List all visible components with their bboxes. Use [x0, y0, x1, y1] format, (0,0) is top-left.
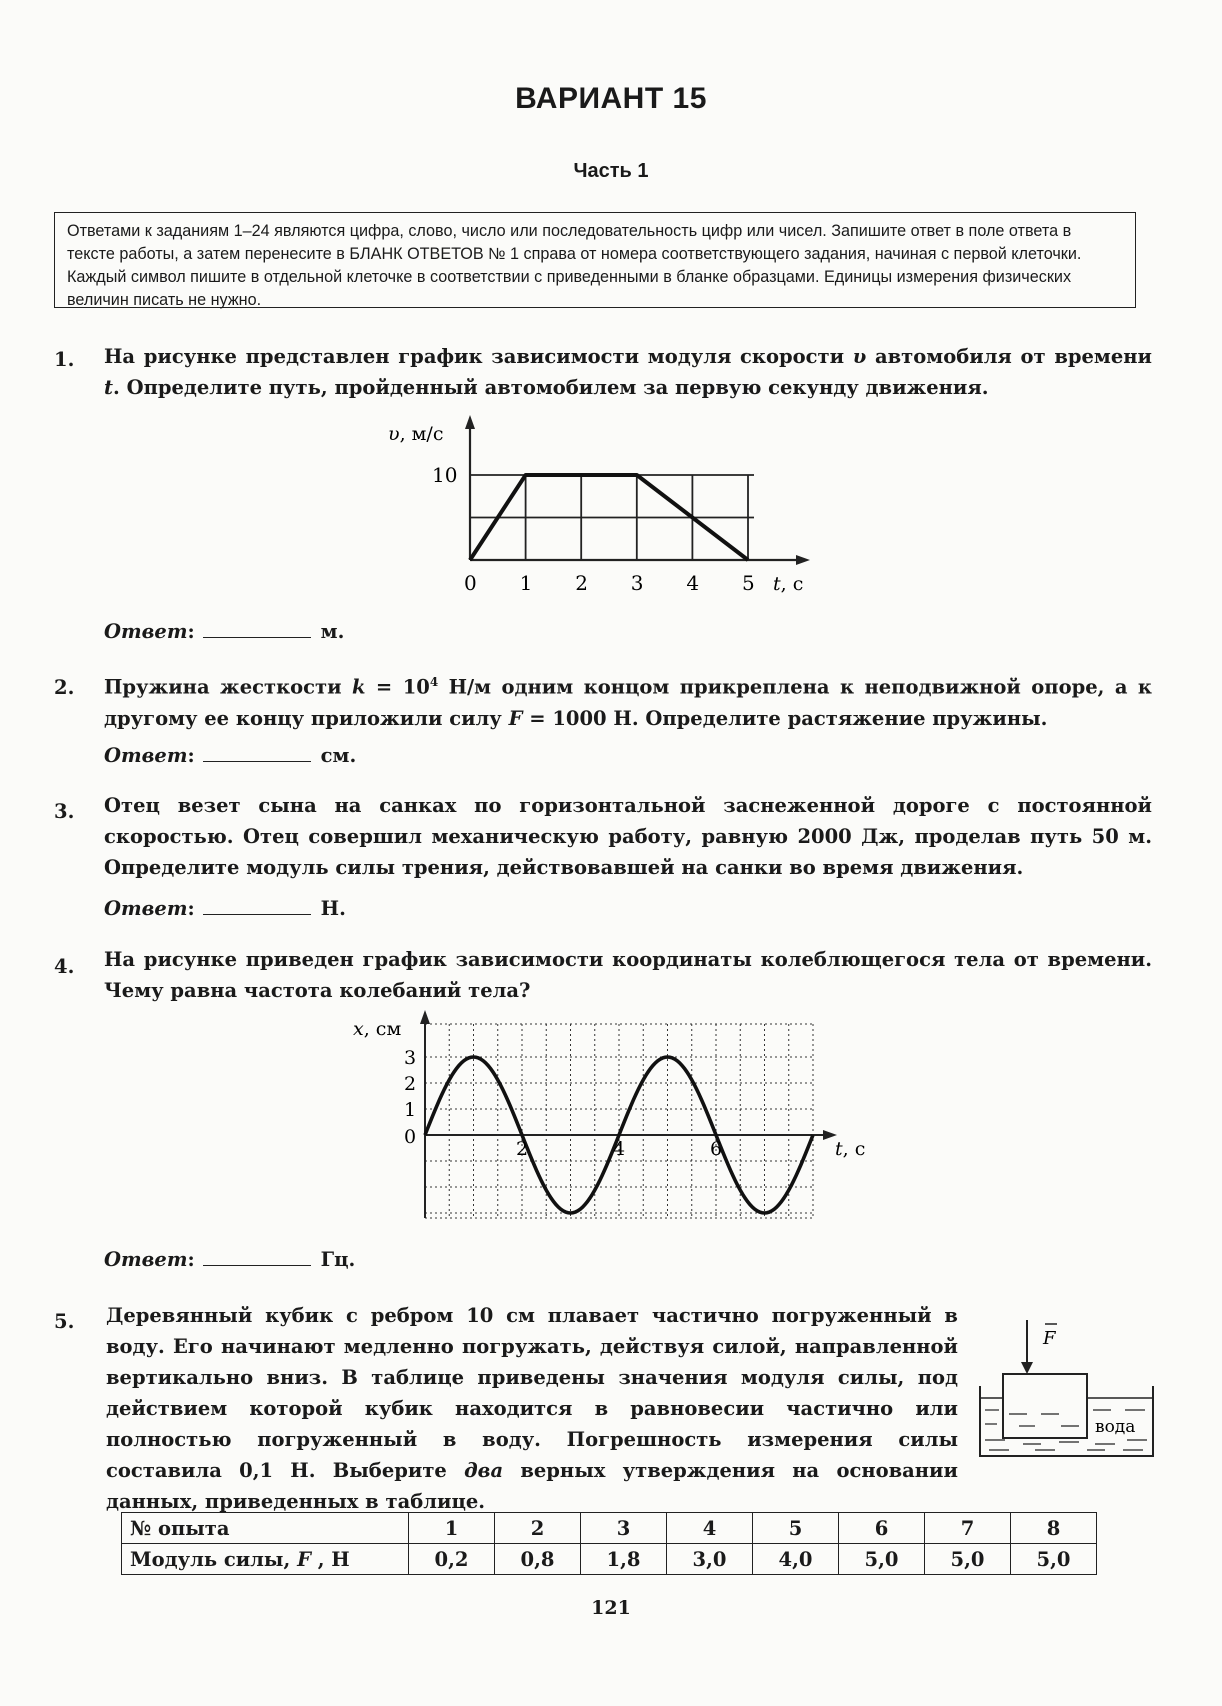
table-cell: 5,0 [839, 1544, 925, 1575]
x-axis-arrow [796, 555, 810, 565]
task-4-text: На рисунке приведен график зависимости координаты колеблющегося тела от времени. Чему равна частота колебаний тела? [104, 948, 1152, 1002]
oscillation-chart [345, 1010, 865, 1230]
task-2-answer: Ответ: см. [104, 744, 357, 767]
table-cell: 8 [1011, 1513, 1097, 1544]
task-1-answer: Ответ: м. [104, 620, 345, 643]
task-2-text: Пружина жесткости $k = 10^4$ Н/м одним концом прикреплена к неподвижной опоре, а к другому ее концу приложили силу F = 1000 Н. Определите растяжение пружины. [104, 675, 1152, 730]
x-axis-label: t, с [835, 1138, 865, 1160]
part-title: Часть 1 [573, 160, 649, 182]
instructions-text: Ответами к заданиям 1–24 являются цифра, слово, число или последовательность цифр или чисел. Запишите ответ в поле ответа в тексте работы, а затем перенесите в БЛАНК ОТВЕТОВ № 1 справа от номера соответствующего задания, начиная с первой клеточки. Каждый символ пишите в отдельной клеточке в соответствии с приведенными в бланке образцами. Единицы измерения физических величин писать не нужно. [67, 222, 1082, 309]
task-5-number: 5. [54, 1310, 75, 1333]
table-cell: 7 [925, 1513, 1011, 1544]
water-label: вода [1095, 1417, 1136, 1437]
table-cell: 4 [667, 1513, 753, 1544]
x-axis-label: t, с [773, 573, 804, 595]
y-tick-label: 0 [404, 1126, 417, 1148]
y-tick-label: 3 [404, 1047, 417, 1069]
task-2-answer-field[interactable] [203, 761, 311, 762]
y-tick-label: 1 [404, 1099, 417, 1121]
y-tick-label: 2 [404, 1073, 417, 1095]
table-cell: 3 [581, 1513, 667, 1544]
page-number: 121 [591, 1597, 631, 1619]
x-tick-label: 3 [630, 571, 644, 595]
table-cell: 0,8 [495, 1544, 581, 1575]
task-3-answer: Ответ: Н. [104, 897, 346, 920]
task-4-answer-field[interactable] [203, 1265, 311, 1266]
y-axis-arrow [465, 415, 475, 429]
force-label: F [1043, 1328, 1056, 1349]
task-1-number: 1. [54, 348, 75, 371]
variant-title: ВАРИАНТ 15 [515, 82, 707, 115]
table-cell: 0,2 [409, 1544, 495, 1575]
x-tick-label: 6 [710, 1138, 723, 1160]
force-table [121, 1512, 1097, 1575]
task-4-answer: Ответ: Гц. [104, 1248, 356, 1271]
table-cell: 4,0 [753, 1544, 839, 1575]
table-cell: 6 [839, 1513, 925, 1544]
table-header-trial: № опыта [122, 1513, 409, 1544]
task-3-answer-field[interactable] [203, 914, 311, 915]
y-tick-label: 10 [432, 463, 458, 487]
table-cell: 3,0 [667, 1544, 753, 1575]
table-header-force: Модуль силы, F , Н [122, 1544, 409, 1575]
table-cell: 5,0 [925, 1544, 1011, 1575]
task-2-number: 2. [54, 676, 75, 699]
x-tick-label: 1 [519, 571, 533, 595]
task-4-number: 4. [54, 955, 75, 978]
table-cell: 5 [753, 1513, 839, 1544]
velocity-chart [380, 415, 840, 600]
y-axis-arrow [420, 1010, 430, 1024]
force-arrowhead [1021, 1362, 1033, 1374]
x-tick-label: 5 [742, 571, 755, 595]
wooden-cube [1003, 1374, 1087, 1438]
x-tick-label: 4 [613, 1138, 626, 1160]
table-cell: 1,8 [581, 1544, 667, 1575]
table-cell: 2 [495, 1513, 581, 1544]
task-3-text: Отец везет сына на санках по горизонтальной заснеженной дороге с постоянной скоростью. Отец совершил механическую работу, равную 2000 Дж, проделав путь 50 м. Определите модуль силы трения, действовавшей на санки во время движения. [104, 794, 1152, 879]
instructions-box [54, 212, 1136, 308]
task-3-number: 3. [54, 800, 75, 823]
table-row [122, 1513, 1097, 1544]
task-1-text: На рисунке представлен график зависимости модуля скорости υ автомобиля от времени t. Определите путь, пройденный автомобилем за первую секунду движения. [104, 345, 1152, 399]
cube-in-water-figure [975, 1318, 1175, 1468]
emphasis-two: два [464, 1459, 504, 1482]
table-cell: 5,0 [1011, 1544, 1097, 1575]
table-cell: 1 [409, 1513, 495, 1544]
x-tick-label: 4 [686, 571, 700, 595]
x-tick-label: 0 [464, 571, 477, 595]
x-tick-label: 2 [575, 571, 588, 595]
y-axis-label: x, см [353, 1018, 402, 1040]
y-axis-label: υ, м/с [388, 423, 444, 445]
x-tick-label: 2 [516, 1138, 529, 1160]
table-row [122, 1544, 1097, 1575]
task-1-answer-field[interactable] [203, 637, 311, 638]
task-5-text: Деревянный кубик с ребром 10 см плавает частично погруженный в воду. Его начинают медленно погружать, действуя силой, направленной вертикально вниз. В таблице приведены значения модуля силы, под действием которой кубик находится в равновесии частично или полностью погруженный в воду. Погрешность измерения силы составила 0,1 Н. Выберите два верных утверждения на основании данных, приведенных в таблице. [106, 1304, 958, 1513]
